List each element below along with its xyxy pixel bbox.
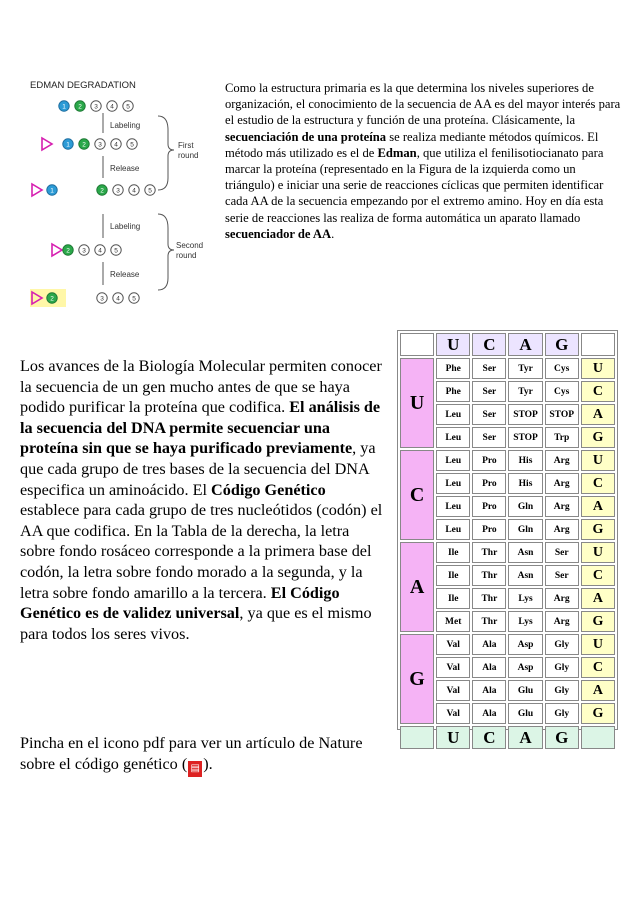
para-bold: secuenciador de AA [225,226,332,241]
third-base-cell: U [581,358,615,379]
amino-acid-cell: Val [436,657,470,678]
amino-acid-cell: Leu [436,473,470,494]
third-base-cell: A [581,588,615,609]
para-text: establece para cada grupo de tres nucleótidos (codón) el AA que codifica. En la Tabla de la derecha, la letra sobre fondo rosáceo corresponde a la primera base del codón, la letra sobre fondo morado a la segunda, y la letra sobre fondo amarillo a la tercera. [20,501,383,602]
para-text: se realiza mediante métodos químicos. El método más utilizado es el de [225,129,599,160]
amino-acid-cell: Trp [545,427,579,448]
release-label-1: Release [110,164,140,173]
amino-acid-cell: Gly [545,680,579,701]
residue-number: 2 [78,103,82,111]
amino-acid-cell: Ser [472,358,506,379]
first-base-cell: A [400,542,434,632]
second-round-label: Second round [176,241,204,260]
amino-acid-cell: Val [436,703,470,724]
amino-acid-cell: Met [436,611,470,632]
second-base-header: C [472,333,506,356]
third-base-cell: C [581,381,615,402]
residue-number: 5 [148,187,152,195]
residue-number: 3 [116,187,120,195]
amino-acid-cell: Ser [472,381,506,402]
amino-acid-cell: Ser [545,565,579,586]
amino-acid-cell: Arg [545,496,579,517]
amino-acid-cell: STOP [508,404,542,425]
amino-acid-cell: Glu [508,703,542,724]
amino-acid-cell: Arg [545,588,579,609]
amino-acid-cell: Phe [436,381,470,402]
residue-number: 3 [100,295,104,303]
residue-number: 2 [100,187,104,195]
para-text: Los avances de la Biología Molecular permiten conocer la secuencia de un gen mucho antes de que se haya podido purificar la proteína que codifica. [20,357,382,417]
amino-acid-cell: His [508,473,542,494]
amino-acid-cell: Arg [545,450,579,471]
footer-blank [581,726,615,749]
third-base-cell: A [581,680,615,701]
codon-row [400,358,615,379]
second-base-footer: U [436,726,470,749]
amino-acid-cell: STOP [545,404,579,425]
amino-acid-cell: Cys [545,358,579,379]
para-text: , ya que cada grupo de tres bases de la secuencia del DNA especifica un aminoácido. El [20,439,376,499]
pdf-link-paragraph [20,733,385,777]
residue-number: 5 [114,247,118,255]
para-bold: Código Genético [211,480,326,499]
first-round-label: First round [178,141,199,160]
residue-number: 5 [132,295,136,303]
residue-number: 1 [50,187,54,195]
third-base-cell: C [581,565,615,586]
third-base-cell: U [581,634,615,655]
amino-acid-cell: Leu [436,450,470,471]
residue-number: 4 [98,247,102,255]
residue-number: 4 [132,187,136,195]
amino-acid-cell: Asp [508,634,542,655]
third-base-cell: G [581,611,615,632]
figure-title: EDMAN DEGRADATION [30,80,136,91]
second-base-header: U [436,333,470,356]
amino-acid-cell: Arg [545,519,579,540]
amino-acid-cell: Thr [472,588,506,609]
amino-acid-cell: Gln [508,519,542,540]
para-bold: secuenciación de una proteína [225,129,387,144]
residue-number: 5 [130,141,134,149]
second-base-footer: A [508,726,542,749]
residue-number: 3 [82,247,86,255]
residue-number: 2 [66,247,70,255]
blank-corner [400,333,434,356]
amino-acid-cell: Gly [545,703,579,724]
amino-acid-cell: Thr [472,565,506,586]
codon-row [400,634,615,655]
amino-acid-cell: Glu [508,680,542,701]
first-base-cell: U [400,358,434,448]
amino-acid-cell: Arg [545,473,579,494]
para-text: Pincha en el icono pdf para ver un artículo de Nature sobre el código genético ( [20,734,363,773]
amino-acid-cell: Gly [545,634,579,655]
amino-acid-cell: Val [436,634,470,655]
amino-acid-cell: Ile [436,565,470,586]
amino-acid-cell: Leu [436,404,470,425]
label-triangle-icon [52,244,62,256]
para-text: ). [203,754,213,773]
labeling-label-1: Labeling [110,121,141,130]
genetic-code-paragraph [20,356,385,644]
third-base-cell: U [581,450,615,471]
para-text: , que utiliza el fenilisotiocianato para marcar la proteína (representado en la Figura de la izquierda como un triángulo) e iniciar una serie de reacciones cíclicas que permiten identificar cada AA de la secuencia empezando por el extremo amino. Hoy en día esta serie de reacciones las realiza de forma automática un aparato llamado [225,145,604,225]
amino-acid-cell: Ala [472,657,506,678]
amino-acid-cell: Ile [436,588,470,609]
amino-acid-cell: Ser [472,427,506,448]
amino-acid-cell: Lys [508,611,542,632]
codon-row [400,450,615,471]
second-base-header-row [400,333,615,356]
amino-acid-cell: Leu [436,519,470,540]
amino-acid-cell: Asn [508,542,542,563]
amino-acid-cell: Asp [508,657,542,678]
edman-description-paragraph [225,80,623,242]
amino-acid-cell: Gly [545,657,579,678]
third-base-cell: C [581,473,615,494]
amino-acid-cell: Ala [472,703,506,724]
residue-number: 1 [66,141,70,149]
amino-acid-cell: Tyr [508,381,542,402]
first-base-cell: C [400,450,434,540]
edman-degradation-figure [30,78,215,328]
amino-acid-cell: Thr [472,611,506,632]
third-base-cell: C [581,657,615,678]
pdf-icon[interactable]: ▤ [188,761,202,777]
residue-number: 4 [110,103,114,111]
second-base-header: A [508,333,542,356]
codon-row [400,542,615,563]
residue-number: 2 [50,295,54,303]
amino-acid-cell: Ser [545,542,579,563]
third-base-cell: G [581,427,615,448]
third-base-cell: G [581,703,615,724]
footer-blank [400,726,434,749]
para-text: , ya que es el mismo para todos los seres vivos. [20,604,372,643]
first-base-cell: G [400,634,434,724]
amino-acid-cell: Gln [508,496,542,517]
residue-number: 4 [114,141,118,149]
amino-acid-cell: Ser [472,404,506,425]
para-text: Como la estructura primaria es la que determina los niveles superiores de organización, el conocimiento de la secuencia de AA es del mayor interés para el estudio de la estructura y función de una proteína. Clásicamente, la [225,81,621,128]
amino-acid-cell: Pro [472,450,506,471]
blank-corner [581,333,615,356]
residue-number: 3 [98,141,102,149]
release-label-2: Release [110,270,140,279]
amino-acid-cell: Arg [545,611,579,632]
amino-acid-cell: Pro [472,473,506,494]
para-bold: El Código Genético es de validez universal [20,583,340,623]
amino-acid-cell: Ala [472,634,506,655]
amino-acid-cell: STOP [508,427,542,448]
residue-number: 2 [82,141,86,149]
residue-number: 5 [126,103,130,111]
amino-acid-cell: Cys [545,381,579,402]
third-base-cell: G [581,519,615,540]
third-base-cell: U [581,542,615,563]
third-base-cell: A [581,404,615,425]
para-text: . [331,226,335,241]
second-base-header: G [545,333,579,356]
label-triangle-icon [42,138,52,150]
amino-acid-cell: Val [436,680,470,701]
amino-acid-cell: Pro [472,519,506,540]
third-base-cell: A [581,496,615,517]
genetic-code-table [397,330,618,747]
residue-number: 3 [94,103,98,111]
amino-acid-cell: Leu [436,496,470,517]
amino-acid-cell: Leu [436,427,470,448]
residue-number: 4 [116,295,120,303]
amino-acid-cell: Asn [508,565,542,586]
amino-acid-cell: Tyr [508,358,542,379]
amino-acid-cell: His [508,450,542,471]
label-triangle-icon [32,184,42,196]
labeling-label-2: Labeling [110,222,141,231]
second-base-footer: G [545,726,579,749]
para-bold: El análisis de la secuencia del DNA permite secuenciar una proteína sin que se haya purificado previamente [20,398,381,458]
amino-acid-cell: Pro [472,496,506,517]
amino-acid-cell: Lys [508,588,542,609]
amino-acid-cell: Ala [472,680,506,701]
second-base-footer: C [472,726,506,749]
amino-acid-cell: Thr [472,542,506,563]
edman-diagram [30,78,215,328]
amino-acid-cell: Phe [436,358,470,379]
residue-number: 1 [62,103,66,111]
para-bold: Edman [377,145,417,160]
amino-acid-cell: Ile [436,542,470,563]
second-base-footer-row [400,726,615,749]
